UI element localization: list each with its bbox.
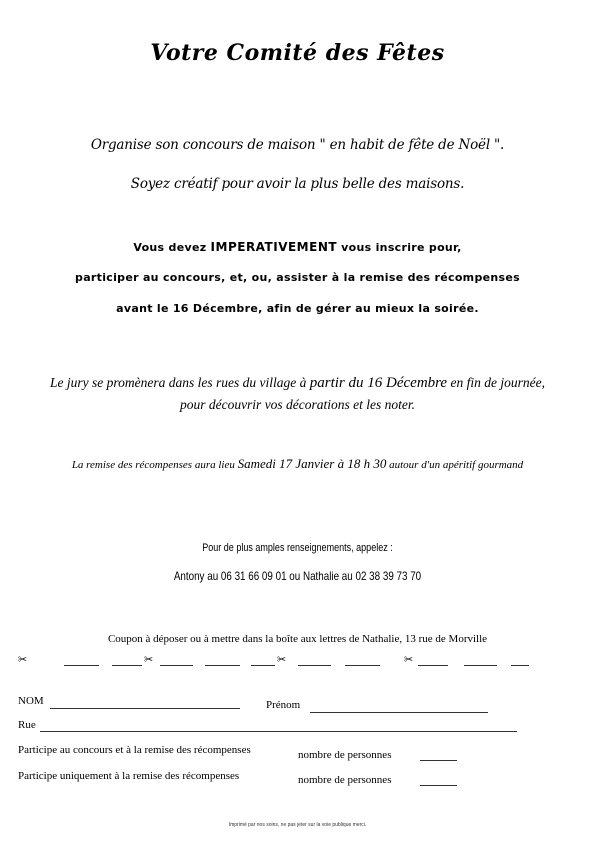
notice-line-1: [0, 240, 595, 254]
participe-remise-label: Participe uniquement à la remise des récompenses: [18, 770, 240, 782]
page-title: Votre Comité des Fêtes: [150, 40, 445, 66]
footer-note: Imprimé par nos soins, ne pas jeter sur la voie publique merci.: [228, 822, 367, 828]
jury-line-1-after: en fin de journée,: [447, 375, 545, 390]
nombre-personnes-field-2[interactable]: [420, 785, 457, 786]
notice-emphasis: IMPERATIVEMENT: [210, 240, 338, 254]
intro-line-1: Organise son concours de maison " en habit de fête de Noël ".: [90, 137, 505, 153]
cut-line-segment: [511, 665, 529, 666]
jury-line-1-before: Le jury se promènera dans les rues du village à: [50, 375, 310, 390]
awards-line: [0, 456, 595, 472]
jury-line-2: pour découvrir vos décorations et les noter.: [179, 397, 416, 412]
jury-line-1: [0, 375, 595, 392]
cut-line-segment: [160, 665, 193, 666]
cut-line-segment: [298, 665, 331, 666]
notice-line-1-before: Vous devez: [133, 241, 211, 254]
nombre-personnes-field-1[interactable]: [420, 760, 457, 761]
awards-after: autour d'un apéritif gourmand: [386, 459, 524, 471]
scissors-icon: ✂: [18, 653, 28, 666]
cut-line-segment: [464, 665, 497, 666]
cut-line-segment: [112, 665, 142, 666]
contact-line-1: Pour de plus amples renseignements, appelez :: [202, 542, 393, 554]
intro-line-2: Soyez créatif pour avoir la plus belle des maisons.: [130, 176, 465, 192]
nombre-personnes-label-1: nombre de personnes: [298, 749, 392, 761]
awards-before: La remise des récompenses aura lieu: [71, 459, 238, 471]
cut-line-segment: [205, 665, 240, 666]
scissors-icon: ✂: [144, 653, 154, 666]
cut-line-segment: [345, 665, 380, 666]
coupon-instructions: Coupon à déposer ou à mettre dans la boîte aux lettres de Nathalie, 13 rue de Morville: [107, 633, 488, 645]
cut-line-segment: [418, 665, 448, 666]
jury-date: partir du 16 Décembre: [309, 375, 448, 391]
rue-label: Rue: [18, 719, 36, 731]
nom-label: NOM: [18, 695, 44, 707]
prenom-label: Prénom: [266, 699, 301, 711]
notice-line-1-after: vous inscrire pour,: [337, 241, 462, 254]
cut-line-segment: [251, 665, 275, 666]
notice-line-2: participer au concours, et, ou, assister à la remise des récompenses: [75, 271, 520, 284]
rue-field[interactable]: [40, 731, 517, 732]
notice-line-3: avant le 16 Décembre, afin de gérer au mieux la soirée.: [116, 302, 479, 315]
participe-concours-label: Participe au concours et à la remise des récompenses: [18, 744, 251, 756]
contact-line-2: Antony au 06 31 66 09 01 ou Nathalie au 02 38 39 73 70: [173, 569, 422, 583]
nom-field[interactable]: [50, 708, 240, 709]
cut-line-segment: [64, 665, 99, 666]
scissors-icon: ✂: [404, 653, 414, 666]
awards-date: Samedi 17 Janvier à 18 h 30: [237, 456, 387, 471]
scissors-icon: ✂: [277, 653, 287, 666]
prenom-field[interactable]: [310, 712, 488, 713]
nombre-personnes-label-2: nombre de personnes: [298, 774, 392, 786]
